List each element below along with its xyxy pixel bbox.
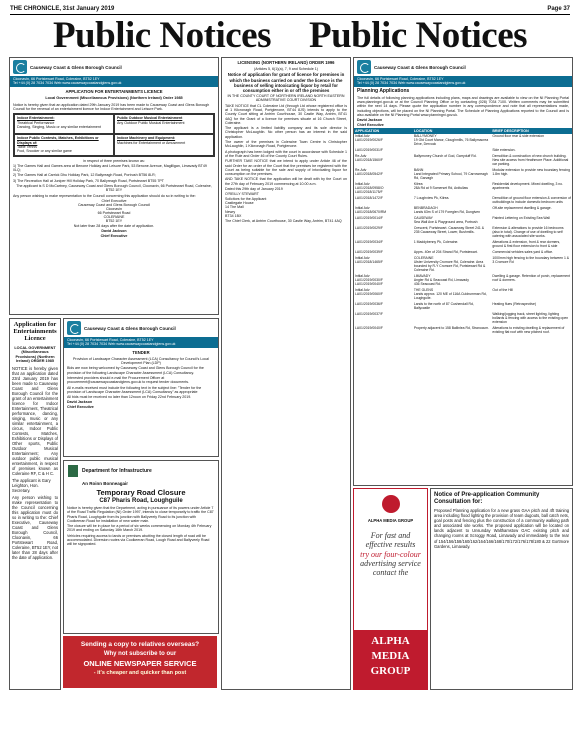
table-cell: 7 Loughview Pk, Kilrea.	[413, 195, 450, 200]
alpha-emblem-icon	[382, 495, 400, 513]
licensing-articles: (Articles 5, 6(1)(a), 7, 9 and Schedule 1)	[254, 67, 318, 71]
objection-text: Any person wishing to make representation to the Council concerning this application should do so in writing to the:	[13, 193, 196, 198]
table-row	[354, 168, 572, 182]
header-left: THE CHRONICLE, 31st January 2019	[10, 5, 115, 12]
table-cell: Alterations to existing dwelling & replacement of existing flat roof with new pitched roof.	[492, 325, 565, 334]
licensing-heading: Notice of application for grant of licence for premises in which the business carried on under the licence is the business of selling intoxicating liquor by retail for consumption either in or off the premises	[227, 72, 345, 93]
category-heading: Indoor Machinery and Equipment:	[117, 136, 176, 141]
alpha-word: ALPHA	[371, 635, 410, 647]
tagline-line: effective results	[365, 540, 416, 550]
address-line: COLERAINE	[103, 214, 125, 219]
council-logo	[10, 58, 218, 76]
column-header: BRIEF DESCRIPTION	[491, 128, 572, 134]
council-contact: Tel +44 (0) 28 7034 7034 Web www.causewaycoastandglens.gov.uk	[357, 81, 466, 86]
table-cell: Initial Adv LA01/2018/1465/F	[355, 255, 383, 264]
left-representation: Any person wishing to make representation to the Council concerning this application must do so in writing to the: Chief Executive, Causeway Coast and Glens Borough Council, Cloonavin, 66 Portstewart Road, Coleraine, BT52 1EY, not later than 28 days after the date of application.	[12, 494, 58, 560]
table-cell: Apprs. 40m of 204 Strand Rd, Portstewart.	[413, 249, 478, 254]
tender-notice	[63, 318, 219, 457]
table-cell: 1 Maddybenny Pk, Coleraine.	[413, 239, 459, 244]
table-cell: LIMAVADY Angler Rd & Seacoast Rd, Limavady 436 Seacoast Rd.	[413, 273, 469, 286]
entertainments-licence-ad	[9, 318, 61, 690]
table-cell: Modular extension to provide new boundary fencing 1.8m high.	[492, 167, 570, 176]
tagline-line: contact the	[372, 568, 409, 578]
dfi-emblem-icon	[68, 465, 78, 477]
notice-intro: Notice is hereby given that an application dated 29th January 2019 has been made to Causeway Coast and Glens Borough Council for the renewal of an entertainment licence for Indoor Entertainment and Leisure Park.	[13, 102, 210, 112]
table-cell: Kilrea 28A Rd at 9 Somerset Rd, Ardtullaw	[413, 181, 468, 190]
column-header: APPLICATION	[354, 128, 413, 134]
table-row	[354, 274, 572, 288]
road-closure-notice	[63, 460, 219, 634]
council-name: Causeway Coast & Glens Borough Council	[374, 64, 466, 70]
applicant-text: The applicant is S D McCartney, Causeway Coast and Glens Borough Council, Cloonavin, 66 Portstewart Road, Coleraine, BT52 1EY	[16, 184, 212, 193]
licensing-signoff	[225, 192, 347, 218]
table-cell: Property adjacent to 158 Ballinlea Rd, Stranocum.	[413, 325, 490, 330]
category-text: Any Outdoor Public Musical Entertainment	[117, 120, 185, 125]
table-cell: 1000mm high fencing to the boundary between 1 & 3 Cromore Rd	[492, 255, 570, 264]
table-cell: Crescent, Portstewart. Causeway Street 241 & 235 Causeway Street, Lower, Bushmills.	[413, 225, 484, 234]
table-cell: Painted Lettering on Existing Sea Wall	[492, 215, 550, 220]
tender-subtitle: Provision of Landscape Character Assessment (LCA) Consultancy for Council's Local Development Plan (LDP)	[73, 356, 209, 366]
council-address-bar	[10, 76, 218, 87]
community-consultation-notice	[430, 488, 573, 690]
category-heading: Public Outdoor Musical Entertainment	[117, 116, 183, 121]
signoff-line: BT34 1BX	[225, 213, 242, 218]
table-cell: Extension & alterations to provide 16 bedrooms (also in total). Change of use of dwelling to self catering with associated site works.	[492, 225, 564, 238]
council-address: Cloonavin, 66 Portstewart Road, Coleraine, BT52 1EY	[13, 77, 100, 81]
category-text: Table Tennis Pool, Snooker or any similar game	[17, 145, 72, 154]
left-subtitle: LOCAL GOVERNMENT (Miscellaneous Provisions) (Northern Ireland) ORDER 1985	[14, 345, 56, 364]
table-cell: LA01/2018/1472/F	[355, 195, 383, 200]
table-cell: CAUSEWAY Sea Wall Ave & Playground area, Portrush	[413, 215, 478, 224]
category-text: Theatrical Performance Dancing, Singing, Music or any similar entertainment	[17, 120, 101, 129]
alpha-tagline	[354, 531, 427, 577]
planning-signoff	[357, 118, 569, 127]
promo-line4: - it's cheaper and quicker than post	[93, 670, 187, 676]
table-cell: Ground floor rear & side extension	[492, 133, 544, 138]
table-cell: Commercial vehicles sales yard & office.	[492, 249, 554, 254]
tender-contact: Interested providers should e-mail the Procurement Officer at procurement@causewaycoastandglens.gov.uk to request tender documents.	[67, 376, 190, 385]
table-cell: BENBRADAGH Lands 63m S of 179 Foreglen Rd, Dungiven	[413, 205, 481, 214]
table-cell: LA01/2019/0036/F	[355, 301, 383, 306]
licensing-body-3: The owner of the premises in Coleraine Town Centre is Christopher McLaughlin, 1 Kilcronagh Road, Portglenone.	[225, 140, 347, 149]
tagline-line: For fast and	[370, 531, 411, 540]
table-cell: Lands to the north of 87 Cushendall Rd, Ballycastle	[413, 301, 474, 310]
signoff-line: Solicitors for the Applicant	[225, 196, 267, 201]
licensing-body-6: AND TAKE NOTICE that the application will be dealt with by the Court on the 27th day of February 2019 commencing at 10.00 a.m.	[225, 177, 347, 186]
category-heading: Indoor Entertainment:	[17, 116, 55, 121]
licensing-footer: The Chief Clerk, at Antrim Courthouse, 30 Castle Way, Antrim, BT41 4AQ	[225, 219, 342, 224]
council-address: Cloonavin, 66 Portstewart Road, Coleraine, BT52 1EY	[357, 77, 444, 81]
signoff-line: O'REILLY STEWART	[225, 192, 259, 197]
premises-item: 2) The Games Hall at Carrick Dhu Holiday Park, 12 Ballyreagh Road, Portrush BT56 8LR;	[13, 173, 156, 178]
tender-title: TENDER	[132, 349, 150, 355]
promo-line3: ONLINE NEWSPAPER SERVICE	[83, 659, 197, 668]
table-cell: Initial Adv LA01/2019/0030/F LA01/2019/0040/F	[355, 273, 383, 286]
table-cell: Side extension.	[492, 147, 516, 152]
council-address: Cloonavin, 66 Portstewart Road, Coleraine, BT52 1EY	[67, 338, 154, 342]
table-cell: Heating flues (Retrospective)	[492, 301, 537, 306]
planning-rows	[354, 134, 572, 336]
table-cell: LA01/2019/0031/F	[355, 147, 383, 152]
licensing-notice	[221, 57, 351, 690]
signoff-name: David Jackson	[101, 229, 127, 234]
table-cell: Ballymoney Church of God, Garryduff Rd.	[413, 153, 477, 158]
council-address-bar	[354, 76, 572, 87]
deadline-text: Not later than 28 days after the date of application.	[73, 223, 155, 228]
council-emblem-icon	[67, 321, 81, 335]
category-cell	[114, 114, 214, 134]
dfi-name: Department for Infrastructure	[82, 468, 152, 474]
table-row	[354, 216, 572, 226]
signoff-title: Chief Executive	[67, 404, 94, 409]
council-emblem-icon	[13, 60, 27, 74]
council-logo	[354, 58, 572, 76]
tender-signoff	[67, 400, 215, 409]
table-cell: THE GLENS Lands approx. 120 ME of 116A Culdrumman Rd, Loughguile.	[413, 287, 487, 300]
tender-details: All e-mails received must include the following text in the subject line: "Tender for the provision of Landscape Character Assessment (LCA) Consultancy" as appropriate	[67, 385, 202, 394]
notice-subtitle: Local Government (Miscellaneous Provisions) (Northern Ireland) Order 1985	[45, 95, 183, 100]
category-text: Machines for Entertainment or Amusement	[117, 140, 186, 145]
table-cell: COLERAINE Ulster University Cromore Rd, Coleraine. Area bounded by R-Y Cromore Rd, Portstewart Rd & Coleraine Rd.	[413, 255, 486, 272]
table-row	[354, 196, 572, 206]
alpha-logo	[354, 489, 427, 518]
council-contact: Tel +44 (0) 28 7034 7034 Web www.causewaycoastandglens.gov.uk	[13, 81, 122, 86]
council-name: Causeway Coast & Glens Borough Council	[30, 64, 122, 70]
address-line: BT52 1EY	[105, 218, 123, 223]
table-cell: Alterations & extension, front & rear dormers, ground & first floor extension to front & side	[492, 239, 561, 248]
category-heading: Indoor Public Contests, Matches, Exhibitions or Displays of:	[17, 136, 99, 145]
table-cell: BALLYMONEY 19 Old Court Manor, Cloughmills, 76 Ballymacrea Drive, Dervock	[413, 133, 489, 146]
licensing-body-2: The applicant is a limited liability company and its sole director is Christopher McLaughlin. No other person has an interest in the said application.	[225, 126, 347, 139]
table-cell: LA01/2019/0014/F	[355, 215, 383, 220]
tender-body: Bids are now being welcomed by Causeway Coast and Glens Borough Council for the provision of the following Landscape Character Assessment (LCA) Consultancy.	[67, 366, 204, 375]
address-line: 66 Portstewart Road	[97, 210, 131, 215]
table-cell: Initial Adv LA01/2018/0958/O LA01/2018/1175/F	[355, 181, 384, 194]
closure-body: Notice is hereby given that the Department, acting in pursuance of its powers under Article 7 of the Road Traffic Regulation (NI) Order 1997, intends to close temporarily to traffic the C87 Pharis Road, Loughguile from its junction with Ballyveely Road to its junction with Coolkeeran Road for installation of new water main.	[67, 506, 214, 523]
tagline-line: advertising service	[360, 558, 421, 568]
signoff-line: 14 The Mall	[225, 205, 244, 210]
premises-item: 1) The Games Hall and Games area at Benone Holiday and Leisure Park, 53 Benone Avenue, Magilligan, Limavady BT49 0LQ;	[13, 163, 207, 173]
closure-subtitle: C87 Pharis Road, Loughguile	[99, 498, 183, 504]
tender-deadline: All bids must be received no later than 12noon on Friday 22nd February 2019.	[67, 395, 192, 400]
closure-dates: The closure will be in place for a period of six weeks commencing on Monday 4th February 2019 and ending on Saturday 16th March 2019.	[67, 524, 212, 533]
consultation-body: Proposed Planning application for a new grass GAA pitch and 4ft training area including flood lighting the provision of team dugouts, ball catch nets, goal posts and fencing plus the construction of a community walking path and associated site works. The proposed application will be located on lands adjacent to Unsunday Walthamstow GAC existing pitch and changing rooms at Scroggy Road, Limavady and immediately to the rear of 154/156/158/160/162/164/166/168/170/172/176/178/180 & 22 Gortmore Gardens, Limavady.	[434, 508, 569, 549]
premises-item: 3) The Recreation Hall at Juniper Hill Holiday Park, 70 Ballyreagh Road, Portstewart BT55 7PT	[13, 178, 164, 183]
licensing-court: IN THE COUNTY COURT OF NORTHERN IRELAND NORTH EASTERN ADMINISTRATIVE COURT DIVISION	[227, 94, 345, 103]
closure-title: Temporary Road Closure	[96, 488, 186, 497]
alpha-brand: ALPHA MEDIA GROUP	[367, 518, 414, 523]
promo-line1: Sending a copy to relatives overseas?	[80, 641, 200, 648]
planning-table	[354, 128, 572, 336]
address-block	[13, 199, 215, 223]
table-cell: Out of the Hill	[492, 287, 513, 292]
dfi-irish: An Roinn Bonneagair	[82, 481, 128, 486]
table-row	[354, 226, 572, 240]
council-logo	[64, 319, 218, 337]
tagline-line: try our four-colour	[360, 549, 421, 559]
notice-title: APPLICATION FOR ENTERTAINMENTS LICENCE	[65, 88, 163, 94]
address-line: Chief Executive	[101, 198, 127, 203]
consultation-title: Notice of Pre-application Community Consultation for:	[434, 492, 540, 505]
table-cell: Residential development. Mixed dwelling, 3 no. apartments	[492, 181, 564, 190]
signoff-title: Chief Executive	[357, 122, 384, 127]
table-cell: Walking/jogging track, street lighting, lighting bollards & fencing with access to the existing open extension	[492, 311, 569, 324]
table-cell: Off-site replacement dwelling & garage.	[492, 205, 552, 210]
alpha-media-ad[interactable]	[353, 488, 428, 690]
entertainments-notice	[9, 57, 219, 315]
planning-body: The full details of following planning applications including plans, maps and drawings are available to view on the NI Planning Portal www.planningni.gov.uk or at the Council Planning Office or by contacting (028) 7034 7100. Written comments may be submitted within the next 14 days. Please quote the application number in any correspondence and note that all representations made, including objections, will be placed on the NI Planning Portal. The Schedule of Planning Applications reported to the Council and is also available on the NI Planning Portal www.planningni.gov.uk.	[357, 95, 569, 117]
table-cell: LA01/2019/0037/F	[355, 311, 383, 316]
address-line: Causeway Coast and Glens Borough Council	[77, 202, 151, 207]
table-cell: LA01/2019/0034/F	[355, 239, 383, 244]
council-emblem-icon	[357, 60, 371, 74]
address-line: Cloonavin	[106, 206, 122, 211]
table-cell: Dwelling & garage. Retention of porch, replacement roof & dormers.	[492, 273, 570, 282]
table-row	[354, 154, 572, 168]
council-contact: Tel +44 (0) 28 7034 7034 Web www.causewaycoastandglens.gov.uk	[67, 342, 176, 347]
table-cell: Initial Adv LA01/2019/0060/F	[355, 287, 383, 296]
signoff-name: David Jackson	[67, 400, 93, 405]
licensing-body-4: A photograph has been lodged with the court in accordance with Schedule 1 of the Rule and Order 46 of the County Court Rules.	[225, 149, 347, 158]
masthead-right: Public Notices	[309, 15, 528, 56]
signoff-line: Castlegate House	[225, 200, 254, 205]
dfi-logo	[64, 461, 218, 481]
closure-diversion: Vehicles requiring access to lands or premises abutting the closed length of road will be accommodated. Diversion routes via Coolkeeran Road, Lough Road and Ballyveely Road will be signposted.	[67, 533, 210, 547]
table-cell: Initial Adv LA01/2019/0026/F	[355, 133, 383, 142]
table-cell: Demolition & construction of new church building. New site access from Heathmore Place. Additional car parking.	[492, 153, 569, 166]
premises-intro: in respect of three premises known as:	[83, 158, 145, 163]
council-name: Causeway Coast & Glens Borough Council	[84, 325, 176, 331]
licensing-body-1: TAKE NOTICE that CL Coleraine Ltd (through Ltd whose registered office is at 1 Kilcronagh Road, Portglenone, BT44 8JS) intends to apply to the County Court sitting at Antrim Courthouse, 30 Castle Way, Antrim, BT41 4AQ for the Grant of a licence for premises situate at 16 Church Street, Coleraine.	[225, 103, 347, 125]
masthead-left: Public Notices	[52, 15, 271, 56]
table-cell: Re-Adv LA01/2018/0542/F	[355, 167, 383, 176]
category-cell	[14, 134, 114, 155]
signoff-name: David Jackson	[357, 118, 383, 123]
table-cell: BANN Land Integrated Primary School, 79 Carrowreagh Rd, Garvagh	[413, 167, 488, 180]
table-cell: LA01/2019/0039/F	[355, 249, 383, 254]
table-cell: Initial Adv LA01/2018/0670/RM	[355, 205, 387, 214]
signoff-line: Newry	[225, 209, 236, 214]
table-cell	[413, 312, 491, 326]
licensing-date: Dated this 29th day of January 2019	[225, 187, 283, 192]
table-row	[354, 312, 572, 326]
header-right: Page 37	[547, 5, 570, 12]
table-row	[354, 302, 572, 312]
table-row	[354, 256, 572, 274]
left-title: Application for Entertainments Licence	[13, 321, 57, 343]
table-row	[354, 206, 572, 216]
table-row	[354, 134, 572, 148]
council-address-bar	[64, 337, 218, 348]
alpha-word: MEDIA	[371, 650, 410, 662]
alpha-name-block	[354, 630, 427, 689]
licensing-title: LICENSING (NORTHERN IRELAND) ORDER 1996	[237, 60, 335, 65]
licensing-body-5: FURTHER TAKE NOTICE that we intend to apply under Article 46 of the said Order for an order of the Court that the premises be registered with the Court as being suitable for the sale and supply of intoxicating liquor for consumption on the premises.	[225, 159, 347, 177]
online-service-promo[interactable]	[63, 636, 217, 688]
table-row	[354, 240, 572, 250]
signoff-title: Chief Executive	[100, 233, 128, 238]
alpha-word: GROUP	[370, 665, 411, 677]
column-header: LOCATION	[413, 128, 491, 134]
masthead	[0, 14, 580, 54]
table-cell: LA01/2019/0040/F	[355, 325, 383, 330]
left-applicant: The applicant is Gary Leighton, Hon. Secretary.	[12, 477, 51, 493]
table-cell: Demolition of ground floor extension & conversion of outbuildings to include domestic bedroom units	[492, 195, 571, 204]
table-row	[354, 326, 572, 336]
category-cell	[14, 114, 114, 134]
planning-notice	[353, 57, 573, 486]
licence-categories	[13, 113, 215, 156]
table-cell: LA01/2019/0029/F	[355, 225, 383, 230]
left-body: NOTICE is hereby given that an application dated 23rd January 2019 has been made to Causeway Coast and Glens Borough Council for the grant of an entertainment licence for Indoor Entertainment, Theatrical performance, dancing, singing, music or any similar entertainment, a circus, Indoor Public Contests, Matches, Exhibitions or Displays of Other sports, Public Outdoor Musical Entertainment; Any outdoor public musical entertainment, in respect of premises known as Coleraine RF, C & H C.	[12, 365, 58, 476]
promo-line2: Why not subscribe to our	[103, 651, 177, 657]
table-cell: Re-Adv LA01/2018/1560/F	[355, 153, 383, 162]
signoff	[13, 229, 215, 238]
planning-title: Planning Applications	[357, 87, 410, 94]
category-cell	[114, 134, 214, 155]
table-row	[354, 288, 572, 302]
table-row	[354, 182, 572, 196]
